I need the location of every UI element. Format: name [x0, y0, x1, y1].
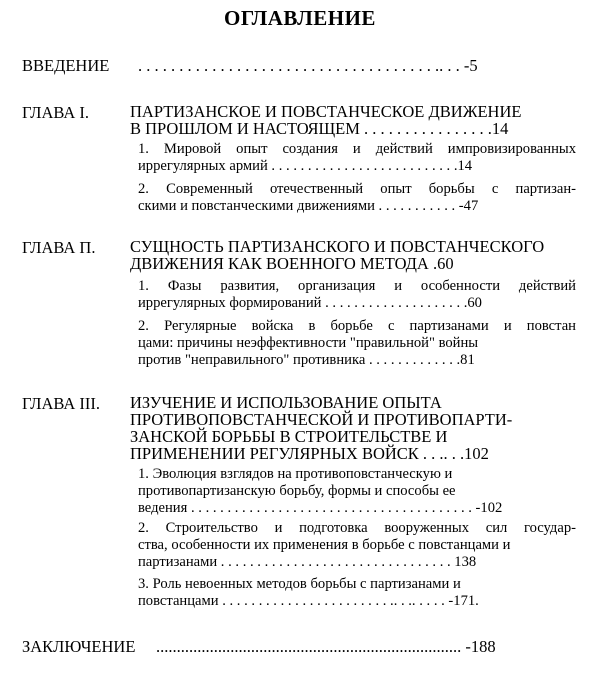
- section-line: против "неправильного" противника . . . . . . . . . . . . .81: [138, 352, 475, 368]
- toc-entry-intro-label[interactable]: ВВЕДЕНИЕ: [22, 56, 110, 75]
- chapter-1-title[interactable]: [130, 103, 570, 137]
- section-line: 2. Регулярные войска в борьбе с партизанами и повстан: [138, 318, 576, 334]
- chapter-3-section-2[interactable]: [138, 520, 576, 571]
- section-line: 1. Мировой опыт создания и действий импровизированных: [138, 141, 576, 157]
- chapter-3-title-line: ИЗУЧЕНИЕ И ИСПОЛЬЗОВАНИЕ ОПЫТА: [130, 393, 442, 412]
- chapter-1-section-2[interactable]: [138, 181, 576, 215]
- chapter-2-section-2[interactable]: [138, 318, 576, 369]
- chapter-3-title-line: ПРОТИВОПОВСТАНЧЕСКОЙ И ПРОТИВОПАРТИ-: [130, 410, 513, 429]
- toc-entry-conclusion-leader: .......................................................................... -188: [156, 637, 496, 656]
- section-line: цами: причины неэффективности "правильной" войны: [138, 335, 479, 351]
- chapter-1-title-line: ПАРТИЗАНСКОЕ И ПОВСТАНЧЕСКОЕ ДВИЖЕНИЕ: [130, 102, 522, 121]
- chapter-1-section-1[interactable]: [138, 141, 576, 175]
- toc-entry-conclusion-label[interactable]: ЗАКЛЮЧЕНИЕ: [22, 637, 136, 656]
- chapter-2-label: ГЛАВА П.: [22, 238, 96, 257]
- chapter-3-title-line: ПРИМЕНЕНИИ РЕГУЛЯРНЫХ ВОЙСК . . .. . .102: [130, 444, 489, 463]
- chapter-1-title-line: В ПРОШЛОМ И НАСТОЯЩЕМ . . . . . . . . . . . . . . . .14: [130, 119, 509, 138]
- chapter-3-label: ГЛАВА III.: [22, 394, 101, 413]
- chapter-2-title[interactable]: [130, 238, 570, 272]
- section-line: 3. Роль невоенных методов борьбы с партизанами и: [138, 576, 461, 592]
- section-line: 2. Современный отечественный опыт борьбы с партизан-: [138, 181, 576, 197]
- chapter-1-label: ГЛАВА I.: [22, 103, 90, 122]
- chapter-2-section-1[interactable]: [138, 278, 576, 312]
- section-line: повстанцами . . . . . . . . . . . . . . . . . . . . . . . .. . .. . . . . -171.: [138, 593, 479, 609]
- section-line: противопартизанскую борьбу, формы и способы ее: [138, 483, 456, 499]
- chapter-2-title-line: СУЩНОСТЬ ПАРТИЗАНСКОГО И ПОВСТАНЧЕСКОГО: [130, 237, 545, 256]
- section-line: ведения . . . . . . . . . . . . . . . . . . . . . . . . . . . . . . . . . . . . . . . -102: [138, 500, 503, 516]
- chapter-3-title-line: ЗАНСКОЙ БОРЬБЫ В СТРОИТЕЛЬСТВЕ И: [130, 427, 448, 446]
- chapter-3-section-1[interactable]: [138, 466, 576, 517]
- toc-entry-intro-leader: . . . . . . . . . . . . . . . . . . . . . . . . . . . . . . . . . . . . .. . . -5: [138, 56, 478, 75]
- section-line: партизанами . . . . . . . . . . . . . . . . . . . . . . . . . . . . . . . . 138: [138, 554, 477, 570]
- section-line: иррегулярных армий . . . . . . . . . . . . . . . . . . . . . . . . . .14: [138, 158, 473, 174]
- section-line: скими и повстанческими движениями . . . . . . . . . . . -47: [138, 198, 479, 214]
- chapter-3-section-3[interactable]: [138, 576, 576, 610]
- section-line: 2. Строительство и подготовка вооруженных сил государ-: [138, 520, 576, 536]
- section-line: 1. Эволюция взглядов на противоповстанческую и: [138, 466, 453, 482]
- page-title: ОГЛАВЛЕНИЕ: [224, 6, 376, 30]
- chapter-2-title-line: ДВИЖЕНИЯ КАК ВОЕННОГО МЕТОДА .60: [130, 254, 454, 273]
- section-line: ства, особенности их применения в борьбе с повстанцами и: [138, 537, 511, 553]
- section-line: иррегулярных формирований . . . . . . . . . . . . . . . . . . . .60: [138, 295, 482, 311]
- chapter-3-title[interactable]: [130, 394, 570, 462]
- section-line: 1. Фазы развития, организация и особенности действий: [138, 278, 576, 294]
